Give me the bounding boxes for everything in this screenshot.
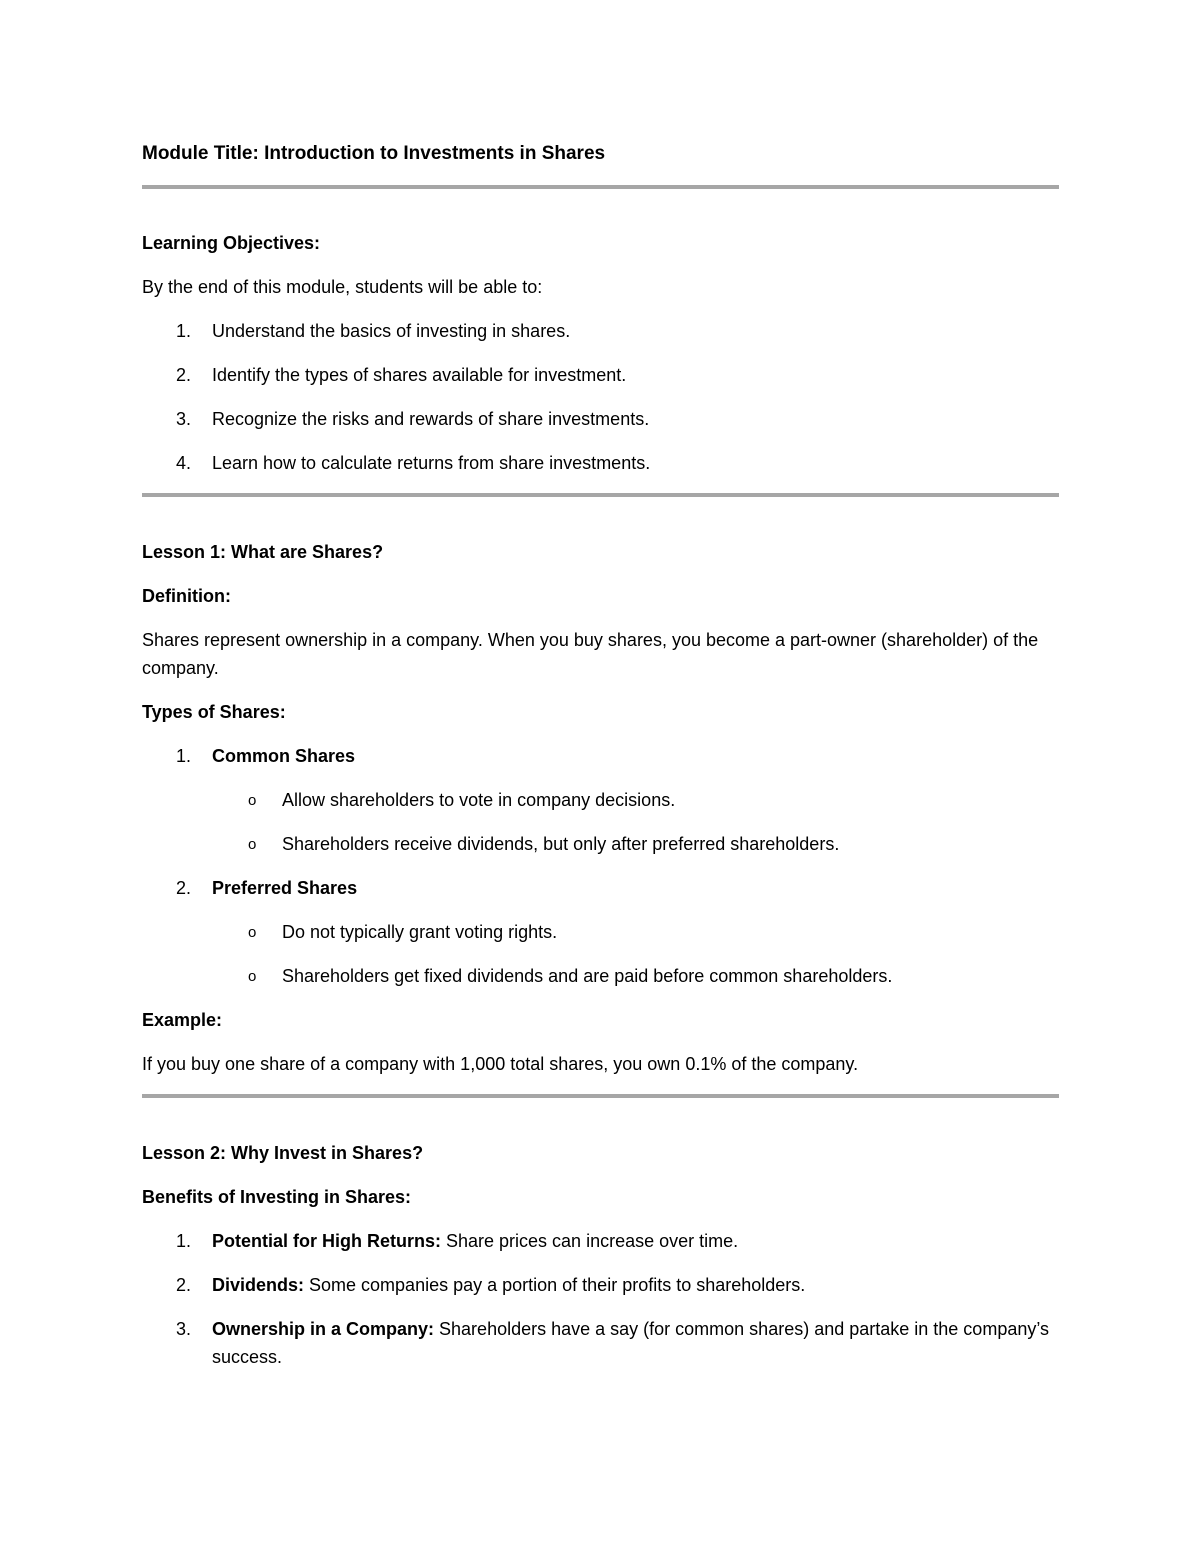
sub-list-item-text: Shareholders get fixed dividends and are paid before common shareholders. [282, 966, 893, 986]
benefit-text: Shareholders have a say (for common shares) and partake in the company’s success. [212, 1319, 1050, 1367]
definition-text: Shares represent ownership in a company. When you buy shares, you become a part-owner (shareholder) of the company. [142, 630, 1039, 678]
section-divider [142, 185, 1059, 189]
lesson-2-heading: Lesson 2: Why Invest in Shares? [142, 1143, 424, 1163]
share-type-name: Common Shares [212, 746, 356, 766]
sub-list [212, 918, 1060, 990]
learning-objectives-section [142, 229, 1060, 477]
hollow-bullet-icon: o [248, 836, 257, 853]
list-number: 1. [176, 1231, 192, 1251]
section-divider [142, 1094, 1059, 1098]
list-item [142, 449, 1060, 477]
list-item [142, 1271, 1060, 1299]
list-number: 2. [176, 878, 192, 898]
list-item-text: Understand the basics of investing in shares. [212, 321, 571, 341]
lesson-1-heading: Lesson 1: What are Shares? [142, 542, 384, 562]
benefits-list [142, 1227, 1060, 1371]
share-type-name: Preferred Shares [212, 878, 358, 898]
benefit-text: Some companies pay a portion of their profits to shareholders. [304, 1275, 806, 1295]
list-number: 2. [176, 365, 192, 385]
lesson-2-section [142, 1139, 1060, 1371]
list-item-text: Identify the types of shares available for investment. [212, 365, 627, 385]
list-item [142, 317, 1060, 345]
list-number: 3. [176, 1319, 192, 1339]
list-number: 2. [176, 1275, 192, 1295]
list-item [142, 361, 1060, 389]
sub-list-item [212, 830, 1060, 858]
list-number: 1. [176, 746, 192, 766]
list-item-text: Recognize the risks and rewards of share investments. [212, 409, 650, 429]
sub-list-item-text: Shareholders receive dividends, but only after preferred shareholders. [282, 834, 840, 854]
hollow-bullet-icon: o [248, 792, 257, 809]
lesson-1-section [142, 538, 1060, 1078]
types-of-shares-list [142, 742, 1060, 990]
sub-list-item [212, 786, 1060, 814]
sub-list-item-text: Do not typically grant voting rights. [282, 922, 558, 942]
list-item-common-shares [142, 742, 1060, 858]
sub-list [212, 786, 1060, 858]
hollow-bullet-icon: o [248, 924, 257, 941]
document-body [142, 140, 1060, 1371]
hollow-bullet-icon: o [248, 968, 257, 985]
benefit-term: Dividends: [212, 1275, 305, 1295]
list-item-preferred-shares [142, 874, 1060, 990]
list-item [142, 1227, 1060, 1255]
objectives-intro: By the end of this module, students will be able to: [142, 277, 543, 297]
example-text: If you buy one share of a company with 1,000 total shares, you own 0.1% of the company. [142, 1054, 859, 1074]
benefit-term: Ownership in a Company: [212, 1319, 435, 1339]
definition-heading: Definition: [142, 586, 231, 606]
benefit-term: Potential for High Returns: [212, 1231, 441, 1251]
sub-list-item-text: Allow shareholders to vote in company decisions. [282, 790, 676, 810]
example-heading: Example: [142, 1010, 223, 1030]
types-of-shares-heading: Types of Shares: [142, 702, 286, 722]
section-divider [142, 493, 1059, 497]
list-number: 3. [176, 409, 192, 429]
sub-list-item [212, 918, 1060, 946]
objectives-list [142, 317, 1060, 477]
list-number: 4. [176, 453, 192, 473]
list-number: 1. [176, 321, 192, 341]
module-title: Module Title: Introduction to Investments in Shares [142, 143, 606, 164]
list-item-text: Learn how to calculate returns from share investments. [212, 453, 651, 473]
benefit-text: Share prices can increase over time. [441, 1231, 739, 1251]
list-item [142, 405, 1060, 433]
learning-objectives-heading: Learning Objectives: [142, 233, 321, 253]
benefits-heading: Benefits of Investing in Shares: [142, 1187, 412, 1207]
list-item [142, 1315, 1060, 1371]
sub-list-item [212, 962, 1060, 990]
